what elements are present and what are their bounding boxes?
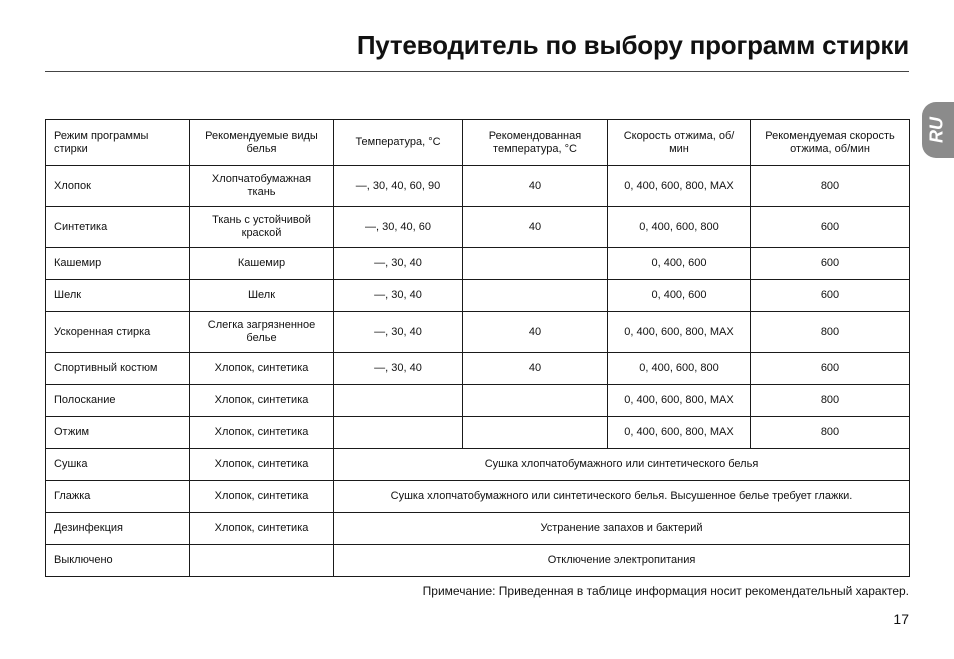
cell-mode: Спортивный костюм xyxy=(46,353,190,385)
cell-fabric: Хлопок, синтетика xyxy=(190,385,334,417)
table-row xyxy=(46,207,910,248)
cell-fabric: Кашемир xyxy=(190,248,334,280)
table-row xyxy=(46,280,910,312)
cell-mode: Кашемир xyxy=(46,248,190,280)
cell-fabric: Хлопчатобумажная ткань xyxy=(190,166,334,207)
header-recommended-temperature: Рекомендованная температура, °C xyxy=(463,120,608,166)
table-row xyxy=(46,513,910,545)
language-label: RU xyxy=(926,117,947,143)
cell-recommended-temperature xyxy=(463,280,608,312)
cell-fabric: Хлопок, синтетика xyxy=(190,417,334,449)
cell-spin-speed: 0, 400, 600 xyxy=(608,280,751,312)
cell-description: Сушка хлопчатобумажного или синтетического белья xyxy=(334,449,910,481)
cell-temperature xyxy=(334,385,463,417)
table-row xyxy=(46,248,910,280)
cell-recommended-temperature: 40 xyxy=(463,312,608,353)
cell-recommended-spin-speed: 600 xyxy=(751,353,910,385)
cell-spin-speed: 0, 400, 600, 800 xyxy=(608,353,751,385)
cell-description: Отключение электропитания xyxy=(334,545,910,577)
cell-description: Сушка хлопчатобумажного или синтетического белья. Высушенное белье требует глажки. xyxy=(334,481,910,513)
header-temperature: Температура, °C xyxy=(334,120,463,166)
cell-recommended-spin-speed: 600 xyxy=(751,207,910,248)
cell-recommended-spin-speed: 600 xyxy=(751,248,910,280)
cell-spin-speed: 0, 400, 600, 800, MAX xyxy=(608,417,751,449)
cell-recommended-temperature xyxy=(463,417,608,449)
header-mode: Режим программы стирки xyxy=(46,120,190,166)
cell-mode: Ускоренная стирка xyxy=(46,312,190,353)
cell-spin-speed: 0, 400, 600 xyxy=(608,248,751,280)
cell-fabric xyxy=(190,545,334,577)
cell-fabric: Хлопок, синтетика xyxy=(190,449,334,481)
table-note: Примечание: Приведенная в таблице информация носит рекомендательный характер. xyxy=(422,584,909,598)
table-row xyxy=(46,481,910,513)
cell-recommended-spin-speed: 800 xyxy=(751,166,910,207)
cell-temperature: —, 30, 40, 60, 90 xyxy=(334,166,463,207)
cell-temperature xyxy=(334,417,463,449)
cell-fabric: Хлопок, синтетика xyxy=(190,513,334,545)
cell-mode: Глажка xyxy=(46,481,190,513)
washing-program-table xyxy=(45,119,910,577)
cell-temperature: —, 30, 40 xyxy=(334,312,463,353)
table-row xyxy=(46,166,910,207)
cell-recommended-spin-speed: 800 xyxy=(751,312,910,353)
cell-recommended-temperature xyxy=(463,248,608,280)
cell-fabric: Хлопок, синтетика xyxy=(190,481,334,513)
page-title: Путеводитель по выбору программ стирки xyxy=(356,30,909,60)
cell-fabric: Шелк xyxy=(190,280,334,312)
table-header-row xyxy=(46,120,910,166)
cell-fabric: Слегка загрязненное белье xyxy=(190,312,334,353)
cell-mode: Синтетика xyxy=(46,207,190,248)
cell-spin-speed: 0, 400, 600, 800 xyxy=(608,207,751,248)
table-row xyxy=(46,417,910,449)
cell-recommended-temperature: 40 xyxy=(463,353,608,385)
table-row xyxy=(46,385,910,417)
cell-recommended-temperature: 40 xyxy=(463,207,608,248)
header-spin-speed: Скорость отжима, об/мин xyxy=(608,120,751,166)
cell-mode: Отжим xyxy=(46,417,190,449)
cell-mode: Шелк xyxy=(46,280,190,312)
cell-recommended-temperature: 40 xyxy=(463,166,608,207)
cell-spin-speed: 0, 400, 600, 800, MAX xyxy=(608,312,751,353)
cell-recommended-spin-speed: 800 xyxy=(751,385,910,417)
cell-recommended-spin-speed: 600 xyxy=(751,280,910,312)
cell-spin-speed: 0, 400, 600, 800, MAX xyxy=(608,385,751,417)
language-tab xyxy=(922,102,954,158)
cell-fabric: Ткань с устойчивой краской xyxy=(190,207,334,248)
cell-temperature: —, 30, 40 xyxy=(334,280,463,312)
cell-mode: Выключено xyxy=(46,545,190,577)
cell-temperature: —, 30, 40 xyxy=(334,248,463,280)
cell-spin-speed: 0, 400, 600, 800, MAX xyxy=(608,166,751,207)
cell-recommended-spin-speed: 800 xyxy=(751,417,910,449)
header-fabric: Рекомендуемые виды белья xyxy=(190,120,334,166)
cell-mode: Дезинфекция xyxy=(46,513,190,545)
cell-mode: Хлопок xyxy=(46,166,190,207)
table-row xyxy=(46,449,910,481)
cell-mode: Сушка xyxy=(46,449,190,481)
cell-fabric: Хлопок, синтетика xyxy=(190,353,334,385)
cell-temperature: —, 30, 40 xyxy=(334,353,463,385)
cell-recommended-temperature xyxy=(463,385,608,417)
table-row xyxy=(46,353,910,385)
cell-description: Устранение запахов и бактерий xyxy=(334,513,910,545)
page-number: 17 xyxy=(893,611,909,627)
table-row xyxy=(46,545,910,577)
title-divider xyxy=(45,71,909,72)
cell-temperature: —, 30, 40, 60 xyxy=(334,207,463,248)
cell-mode: Полоскание xyxy=(46,385,190,417)
header-recommended-spin-speed: Рекомендуемая скорость отжима, об/мин xyxy=(751,120,910,166)
table-row xyxy=(46,312,910,353)
